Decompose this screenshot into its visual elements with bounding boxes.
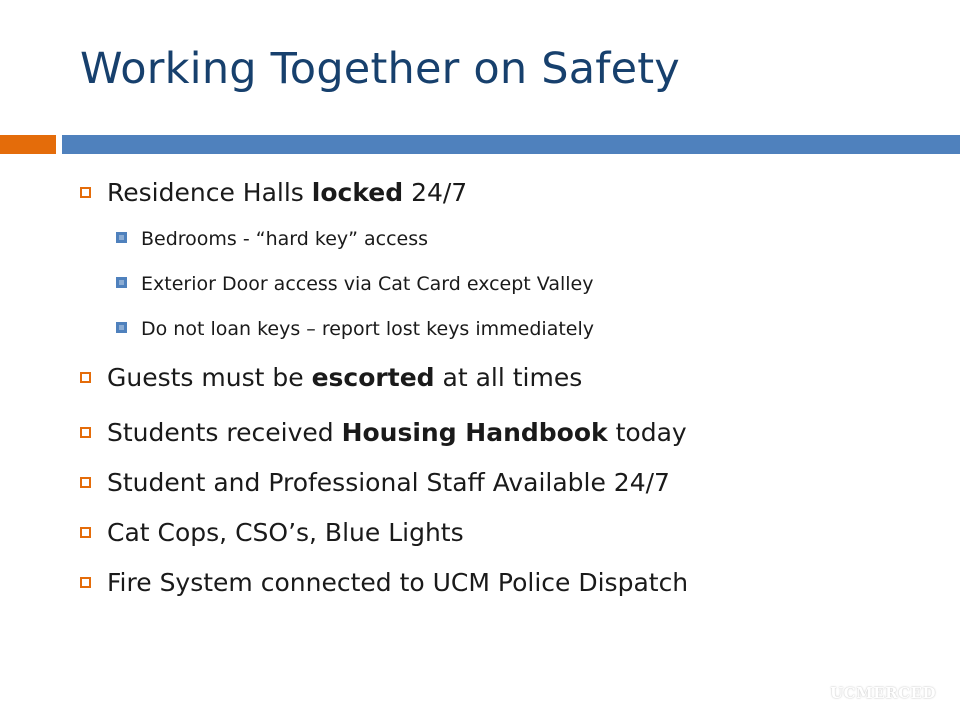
- slide-title: Working Together on Safety: [80, 44, 680, 94]
- sub-bullet-item: [116, 228, 428, 250]
- hollow-square-bullet-icon: [80, 527, 91, 538]
- hollow-square-bullet-icon: [80, 372, 91, 383]
- bullet-text: Guests must be: [107, 363, 312, 392]
- filled-square-bullet-icon: [116, 232, 127, 243]
- bullet-item: [80, 518, 464, 547]
- bullet-item: [80, 178, 467, 207]
- filled-square-bullet-icon: [116, 322, 127, 333]
- bullet-text: Bedrooms - “hard key” access: [141, 228, 429, 250]
- bullet-text: Fire System connected to UCM Police Dispatch: [107, 568, 689, 597]
- bullet-text: Students received: [107, 418, 342, 447]
- bullet-item: [80, 418, 687, 447]
- hollow-square-bullet-icon: [80, 427, 91, 438]
- bullet-text-bold: locked: [311, 178, 404, 207]
- ucmerced-logo: UCMERCED: [830, 684, 936, 702]
- bullet-item: [80, 363, 582, 392]
- bullet-text: Do not loan keys – report lost keys immediately: [141, 318, 595, 340]
- filled-square-bullet-icon: [116, 277, 127, 288]
- bullet-text: at all times: [434, 363, 583, 392]
- bullet-item: [80, 468, 670, 497]
- bullet-item: [80, 568, 688, 597]
- sub-bullet-item: [116, 318, 594, 340]
- hollow-square-bullet-icon: [80, 577, 91, 588]
- sub-bullet-item: [116, 273, 593, 295]
- bullet-text: 24/7: [403, 178, 468, 207]
- bullet-text: today: [607, 418, 687, 447]
- bullet-text: Cat Cops, CSO’s, Blue Lights: [107, 518, 464, 547]
- bullet-text-bold: escorted: [311, 363, 435, 392]
- hollow-square-bullet-icon: [80, 477, 91, 488]
- bullet-text: Residence Halls: [107, 178, 312, 207]
- bullet-text-bold: Housing Handbook: [341, 418, 608, 447]
- bullet-text: Student and Professional Staff Available 24/7: [107, 468, 670, 497]
- hollow-square-bullet-icon: [80, 187, 91, 198]
- bullet-text: Exterior Door access via Cat Card except Valley: [141, 273, 594, 295]
